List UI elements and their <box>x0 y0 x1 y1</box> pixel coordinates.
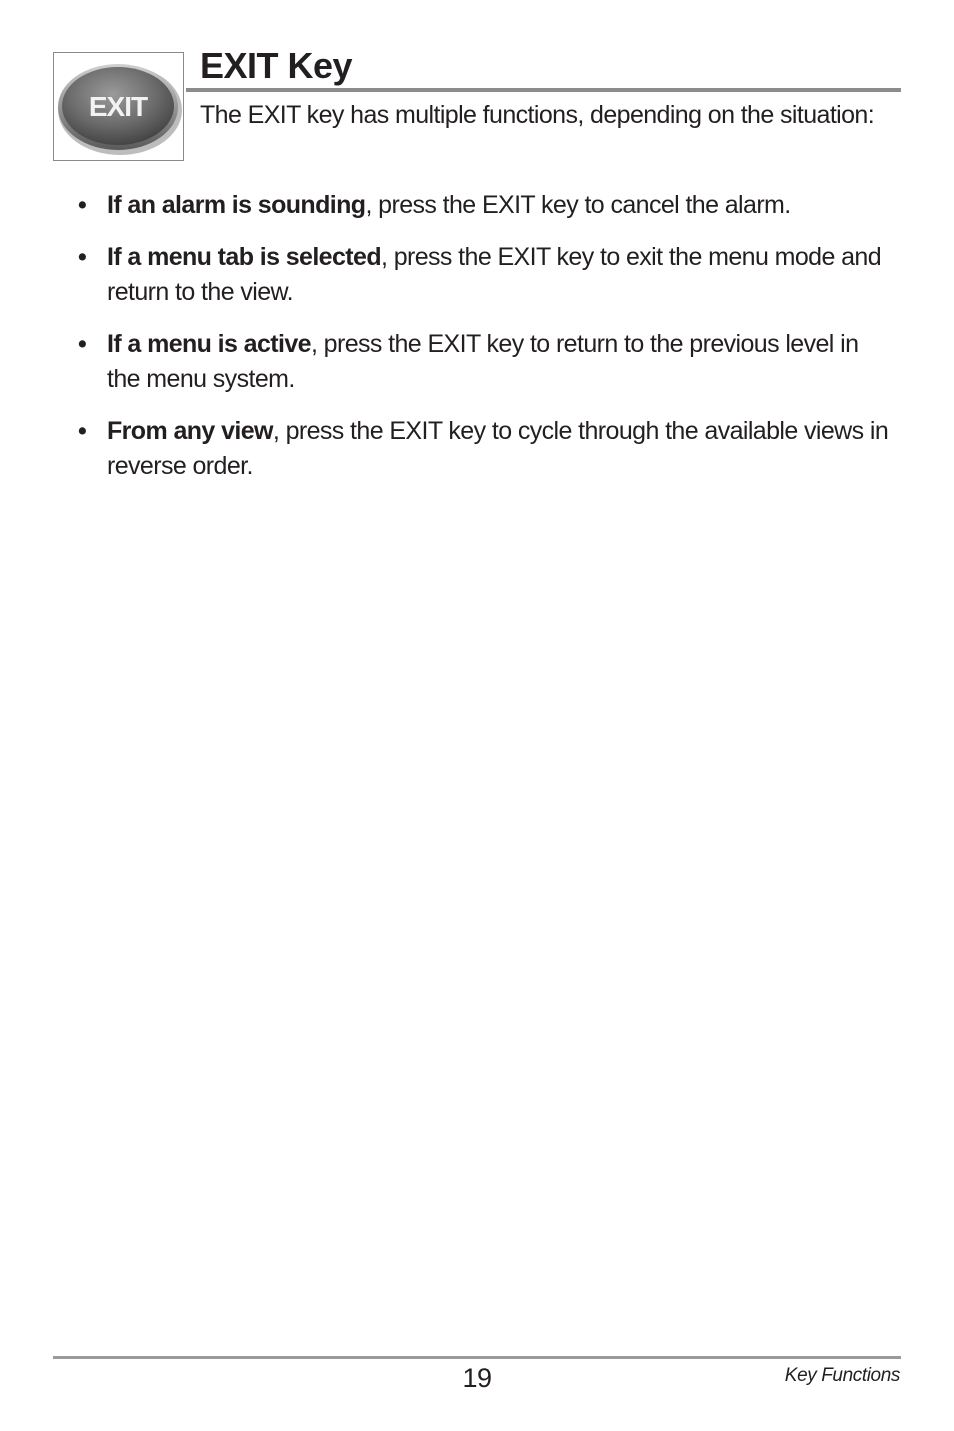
bullet-text: , press the EXIT key to exit the menu mode and return to the view. <box>107 243 882 306</box>
bullet-text: , press the EXIT key to return to the previous level in the menu system. <box>107 330 859 393</box>
title-divider <box>186 88 901 92</box>
exit-key-label: EXIT <box>88 91 148 122</box>
bullet-condition: From any view <box>107 417 273 445</box>
section-name: Key Functions <box>784 1365 900 1386</box>
bullet-condition: If an alarm is sounding <box>107 191 366 219</box>
intro-text: The EXIT key has multiple functions, depending on the situation: <box>200 101 875 129</box>
function-list <box>78 188 893 501</box>
page-number: 19 <box>462 1363 492 1393</box>
exit-key-button-icon <box>54 53 185 162</box>
bullet-text: , press the EXIT key to cancel the alarm. <box>365 191 791 219</box>
footer-divider <box>53 1356 901 1359</box>
bullet-text: , press the EXIT key to cycle through the available views in reverse order. <box>107 417 889 480</box>
list-item <box>78 414 893 484</box>
bullet-icon: • <box>78 191 87 219</box>
bullet-icon: • <box>78 243 87 271</box>
list-item <box>78 240 893 310</box>
bullet-condition: If a menu tab is selected <box>107 243 381 271</box>
page-title: EXIT Key <box>200 45 353 86</box>
bullet-condition: If a menu is active <box>107 330 311 358</box>
exit-key-image <box>53 52 184 161</box>
list-item <box>78 327 893 397</box>
bullet-icon: • <box>78 330 87 358</box>
bullet-icon: • <box>78 417 87 445</box>
list-item <box>78 188 893 223</box>
